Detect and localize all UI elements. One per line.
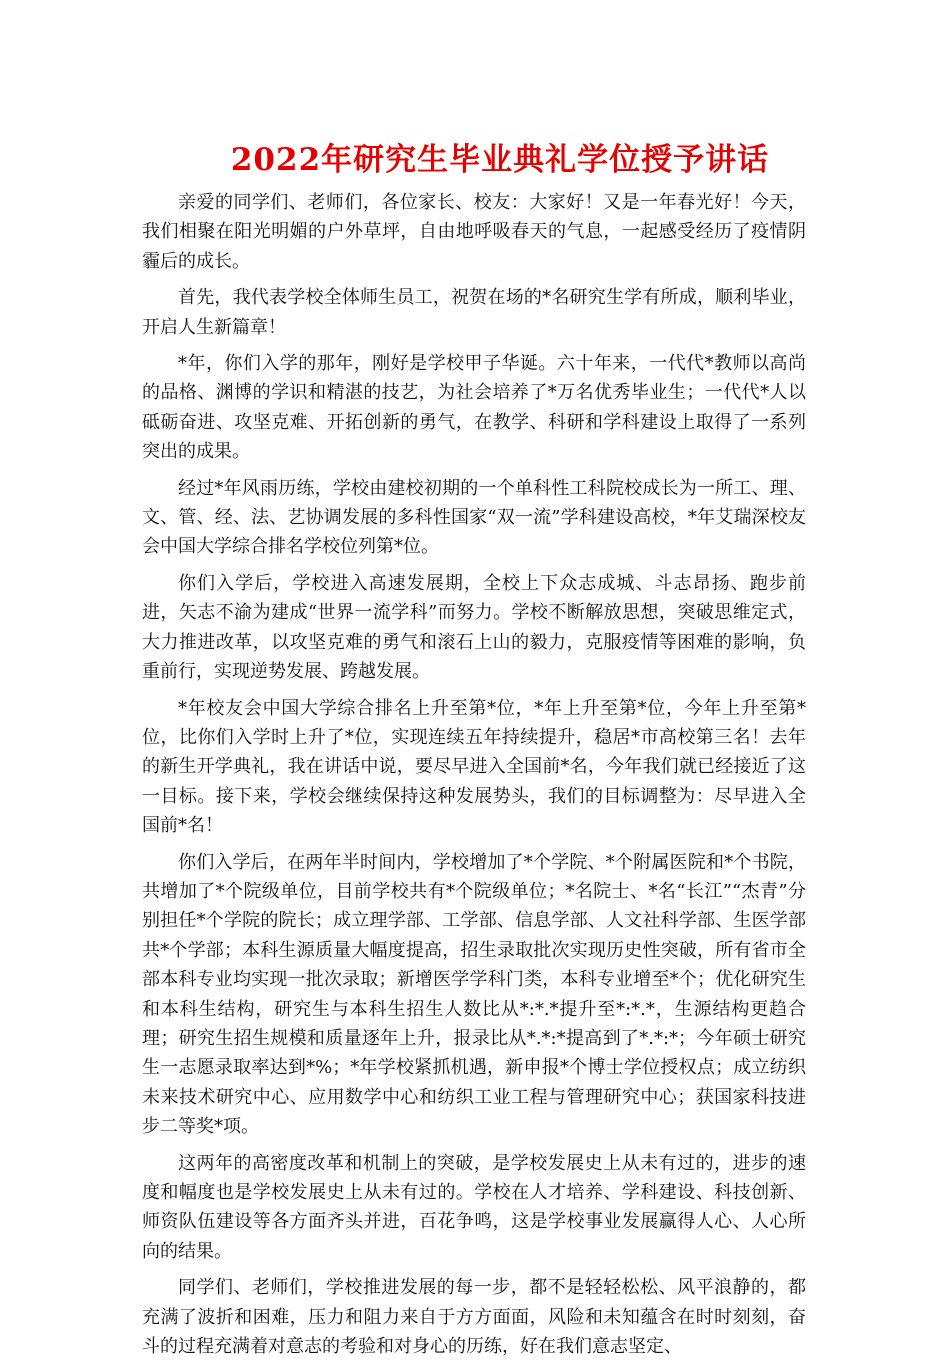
paragraph-history: *年，你们入学的那年，刚好是学校甲子华诞。六十年来，一代代*教师以高尚的品格、渊博的学识和精湛的技艺，为社会培养了*万名优秀毕业生；一代代*人以砥砺奋进、攻坚克难、开拓创新的勇气，在教学、科研和学科建设上取得了一系列突出的成果。 [142, 353, 806, 463]
paragraph-reform: 这两年的高密度改革和机制上的突破，是学校发展史上从未有过的，进步的速度和幅度也是学校发展史上从未有过的。学校在人才培养、学科建设、科技创新、师资队伍建设等各方面齐头并进，百花争鸣，这是学校事业发展赢得人心、人心所向的结果。 [142, 1152, 806, 1262]
document-title: 2022年研究生毕业典礼学位授予讲话 [230, 142, 770, 178]
paragraph-ranking: *年校友会中国大学综合排名上升至第*位，*年上升至第*位，今年上升至第*位，比你们入学时上升了*位，实现连续五年持续提升，稳居*市高校第三名！去年的新生开学典礼，我在讲话中说，要尽早进入全国前*名，今年我们就已经接近了这一目标。接下来，学校会继续保持这种发展势头，我们的目标调整为：尽早进入全国前*名！ [142, 697, 806, 837]
paragraph-growth: 经过*年风雨历练，学校由建校初期的一个单科性工科院校成长为一所工、理、文、管、经、法、艺协调发展的多科性国家“双一流”学科建设高校，*年艾瑞深校友会中国大学综合排名学校位列第*位。 [142, 477, 806, 558]
paragraph-greeting: 亲爱的同学们、老师们，各位家长、校友：大家好！又是一年春光好！今天，我们相聚在阳光明媚的户外草坪，自由地呼吸春天的气息，一起感受经历了疫情阴霾后的成长。 [142, 192, 806, 272]
document-body [142, 188, 806, 1368]
paragraph-challenges: 同学们、老师们，学校推进发展的每一步，都不是轻轻松松、风平浪静的，都充满了波折和困难，压力和阻力来自于方方面面，风险和未知蕴含在时时刻刻，奋斗的过程充满着对意志的考验和对身心的历练，好在我们意志坚定、 [142, 1277, 806, 1358]
paragraph-achievements: 你们入学后，在两年半时间内，学校增加了*个学院、*个附属医院和*个书院，共增加了*个院级单位，目前学校共有*个院级单位；*名院士、*名“长江”“杰青”分别担任*个学院的院长；成立理学部、工学部、信息学部、人文社科学部、生医学部共*个学部；本科生源质量大幅度提高，招生录取批次实现历史性突破，所有省市全部本科专业均实现一批次录取；新增医学学科门类，本科专业增至*个；优化研究生和本科生结构，研究生与本科生招生人数比从*:*.*提升至*:*.*，生源结构更趋合理；研究生招生规模和质量逐年上升，报录比从*.*:*提高到了*.*:*；今年硕士研究生一志愿录取率达到*%；*年学校紧抓机遇，新申报*个博士学位授权点；成立纺织未来技术研究中心、应用数学中心和纺织工业工程与管理研究中心；获国家科技进步二等奖*项。 [142, 851, 806, 1138]
paragraph-development: 你们入学后，学校进入高速发展期，全校上下众志成城、斗志昂扬、跑步前进，矢志不渝为建成“世界一流学科”而努力。学校不断解放思想，突破思维定式，大力推进改革，以攻坚克难的勇气和滚石上山的毅力，克服疫情等困难的影响，负重前行，实现逆势发展、跨越发展。 [142, 572, 806, 683]
paragraph-congratulations: 首先，我代表学校全体师生员工，祝贺在场的*名研究生学有所成，顺利毕业，开启人生新篇章！ [142, 287, 806, 338]
